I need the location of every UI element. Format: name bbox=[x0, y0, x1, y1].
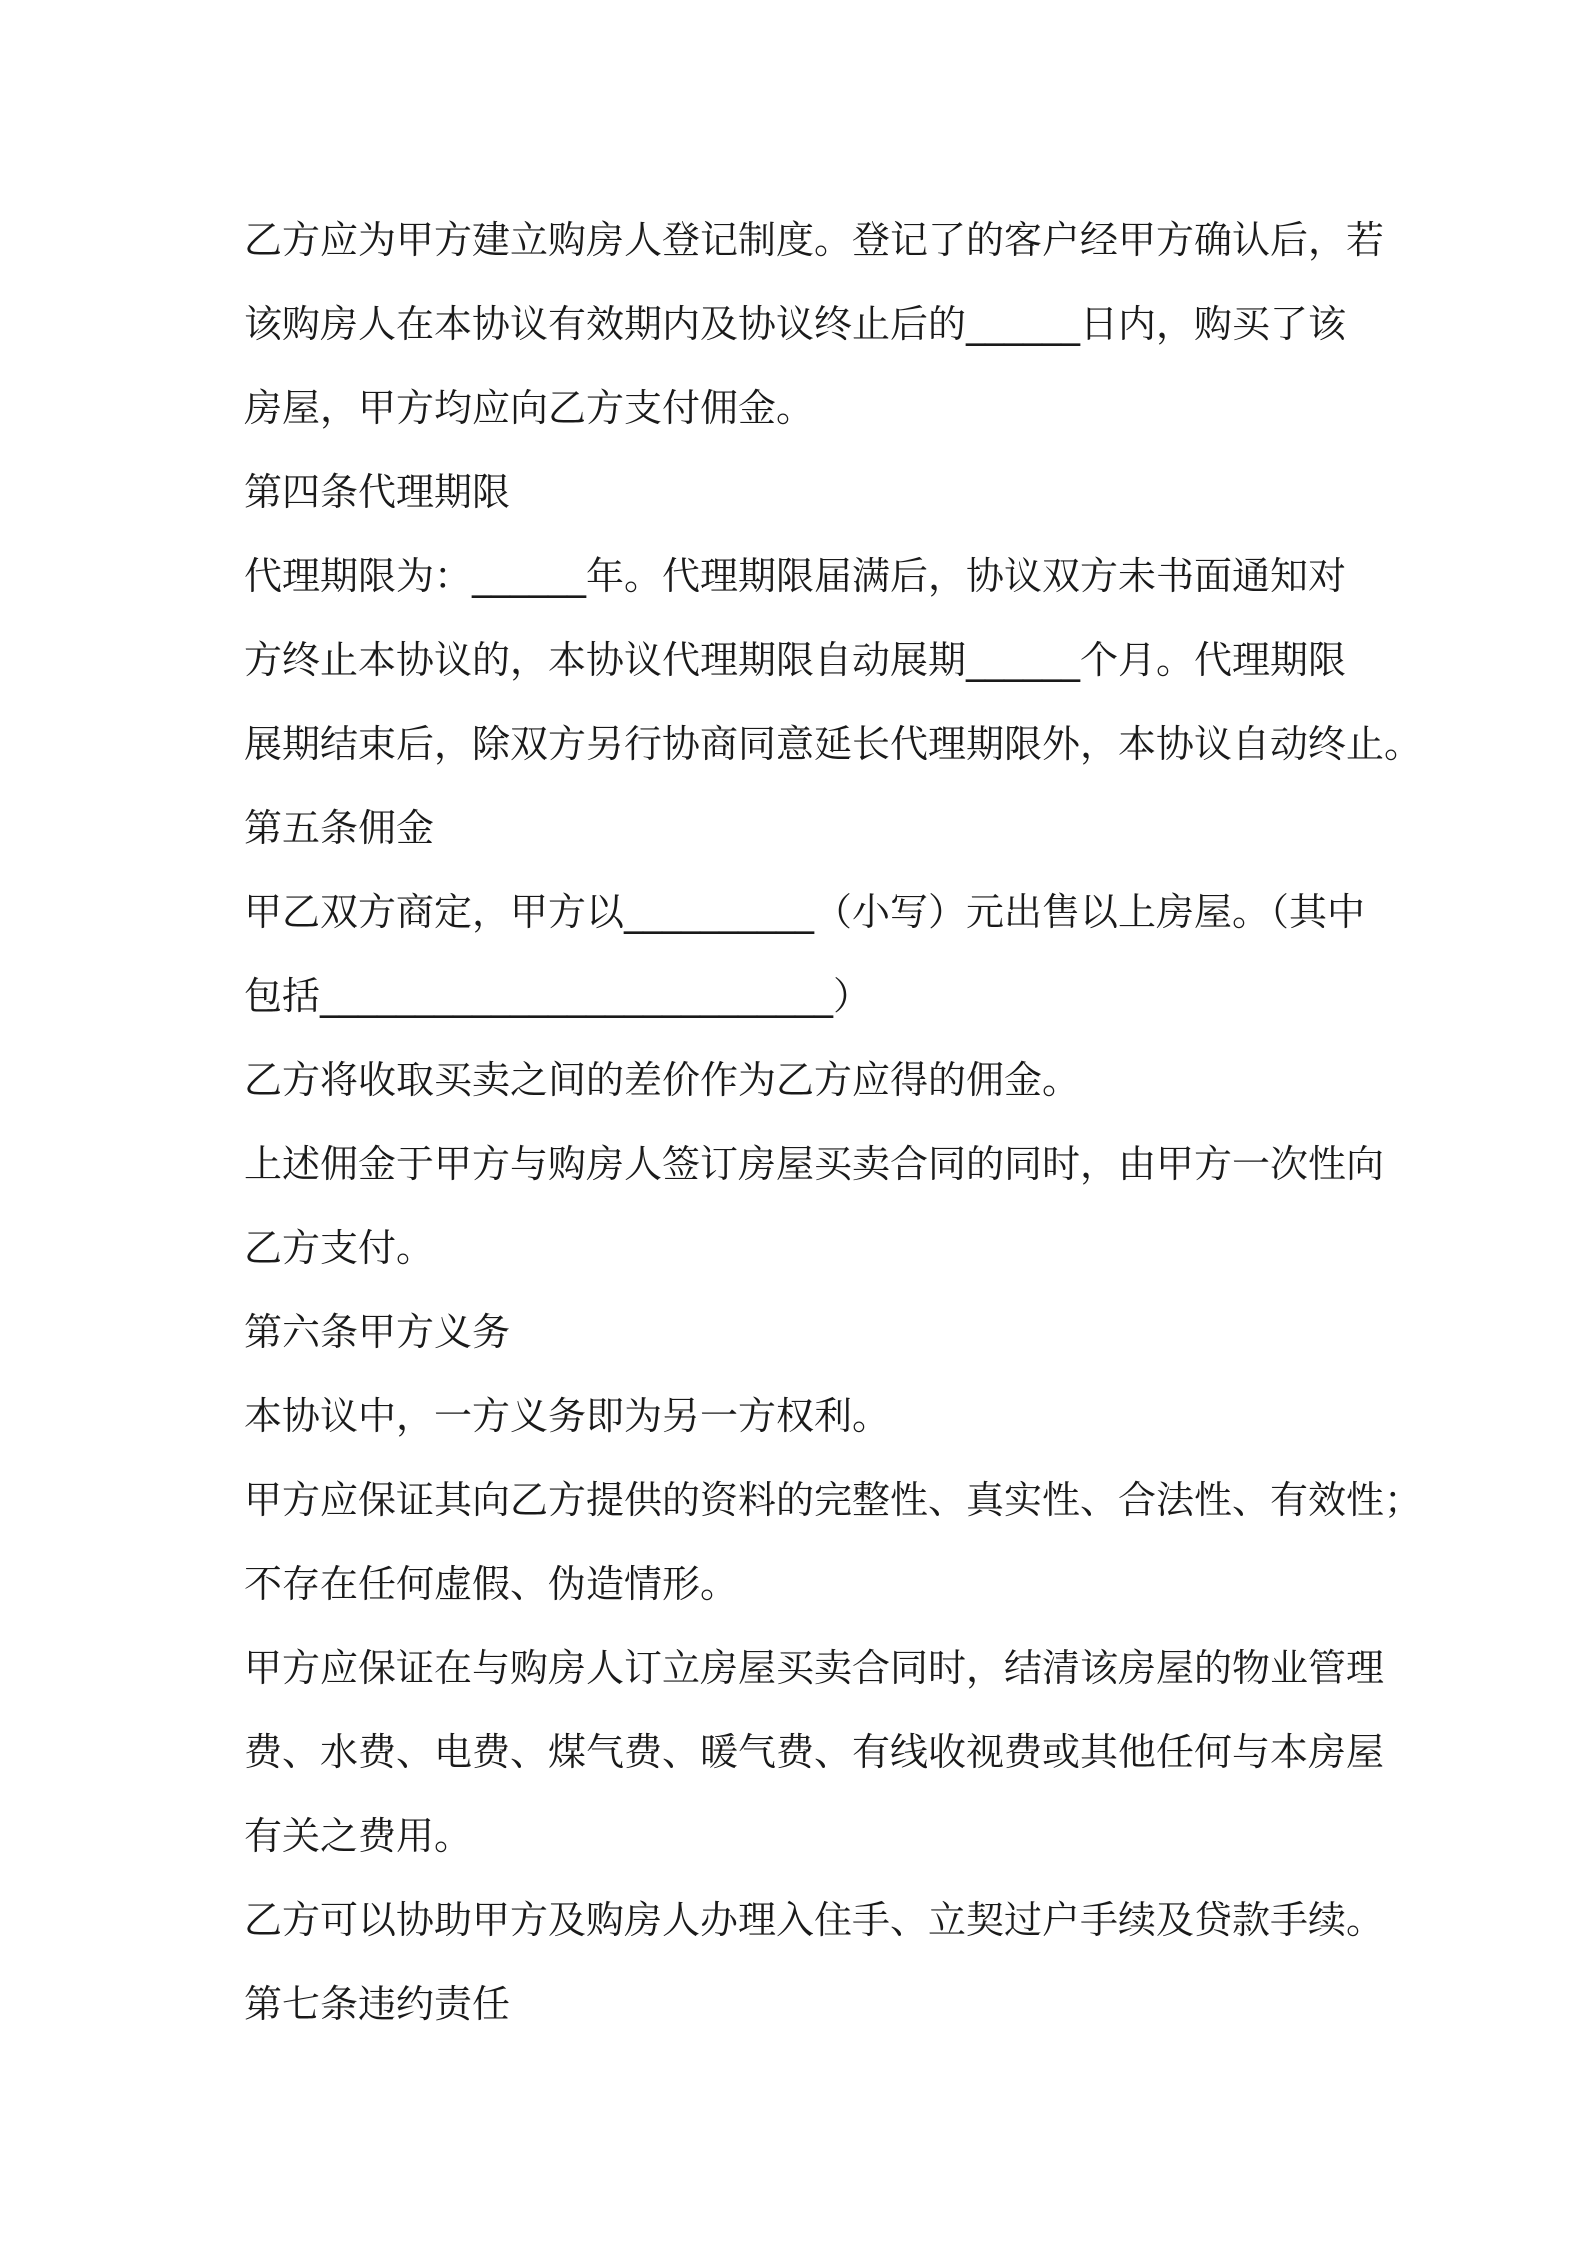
text-line: 代理期限为：______年。代理期限届满后，协议双方未书面通知对 bbox=[244, 554, 1347, 598]
paragraph-document-guarantee bbox=[244, 1458, 1423, 1626]
text-line: 该购房人在本协议有效期内及协议终止后的______日内，购买了该 bbox=[244, 302, 1347, 346]
paragraph-sale-price bbox=[244, 870, 1366, 1038]
text-line: 方终止本协议的，本协议代理期限自动展期______个月。代理期限 bbox=[244, 638, 1347, 682]
text-line: 本协议中，一方义务即为另一方权利。 bbox=[244, 1394, 891, 1438]
text-line: 乙方将收取买卖之间的差价作为乙方应得的佣金。 bbox=[244, 1058, 1081, 1102]
paragraph-fees-settlement bbox=[244, 1626, 1385, 1878]
section-heading-article-6 bbox=[244, 1290, 1354, 1374]
section-heading-article-5 bbox=[244, 786, 1354, 870]
paragraph-registration bbox=[244, 198, 1385, 450]
paragraph-assistance bbox=[244, 1878, 1385, 1962]
text-line: 费、水费、电费、煤气费、暖气费、有线收视费或其他任何与本房屋 bbox=[244, 1730, 1385, 1774]
text-line: 甲方应保证其向乙方提供的资料的完整性、真实性、合法性、有效性； bbox=[244, 1478, 1423, 1522]
section-heading-article-4 bbox=[244, 450, 1354, 534]
text-line: 上述佣金于甲方与购房人签订房屋买卖合同的同时，由甲方一次性向 bbox=[244, 1142, 1385, 1186]
text-line: 乙方支付。 bbox=[244, 1226, 435, 1270]
text-line: 有关之费用。 bbox=[244, 1814, 473, 1858]
text-line: 甲乙双方商定，甲方以__________（小写）元出售以上房屋。（其中 bbox=[244, 890, 1366, 934]
text-line: 甲方应保证在与购房人订立房屋买卖合同时，结清该房屋的物业管理 bbox=[244, 1646, 1385, 1690]
paragraph-commission-difference bbox=[244, 1038, 1354, 1122]
text-line: 乙方应为甲方建立购房人登记制度。登记了的客户经甲方确认后，若 bbox=[244, 218, 1385, 262]
heading-line: 第七条违约责任 bbox=[244, 1982, 511, 2026]
document-body bbox=[244, 198, 1423, 2046]
section-heading-article-7 bbox=[244, 1962, 1354, 2046]
text-line: 展期结束后，除双方另行协商同意延长代理期限外，本协议自动终止。 bbox=[244, 722, 1423, 766]
heading-line: 第六条甲方义务 bbox=[244, 1310, 511, 1354]
text-line: 房屋，甲方均应向乙方支付佣金。 bbox=[244, 386, 815, 430]
heading-line: 第五条佣金 bbox=[244, 806, 435, 850]
paragraph-agency-term bbox=[244, 534, 1423, 786]
heading-line: 第四条代理期限 bbox=[244, 470, 511, 514]
text-line: 包括___________________________） bbox=[244, 974, 872, 1018]
paragraph-obligations-rights bbox=[244, 1374, 1354, 1458]
text-line: 乙方可以协助甲方及购房人办理入住手、立契过户手续及贷款手续。 bbox=[244, 1898, 1385, 1942]
text-line: 不存在任何虚假、伪造情形。 bbox=[244, 1562, 739, 1606]
paragraph-commission-payment bbox=[244, 1122, 1385, 1290]
